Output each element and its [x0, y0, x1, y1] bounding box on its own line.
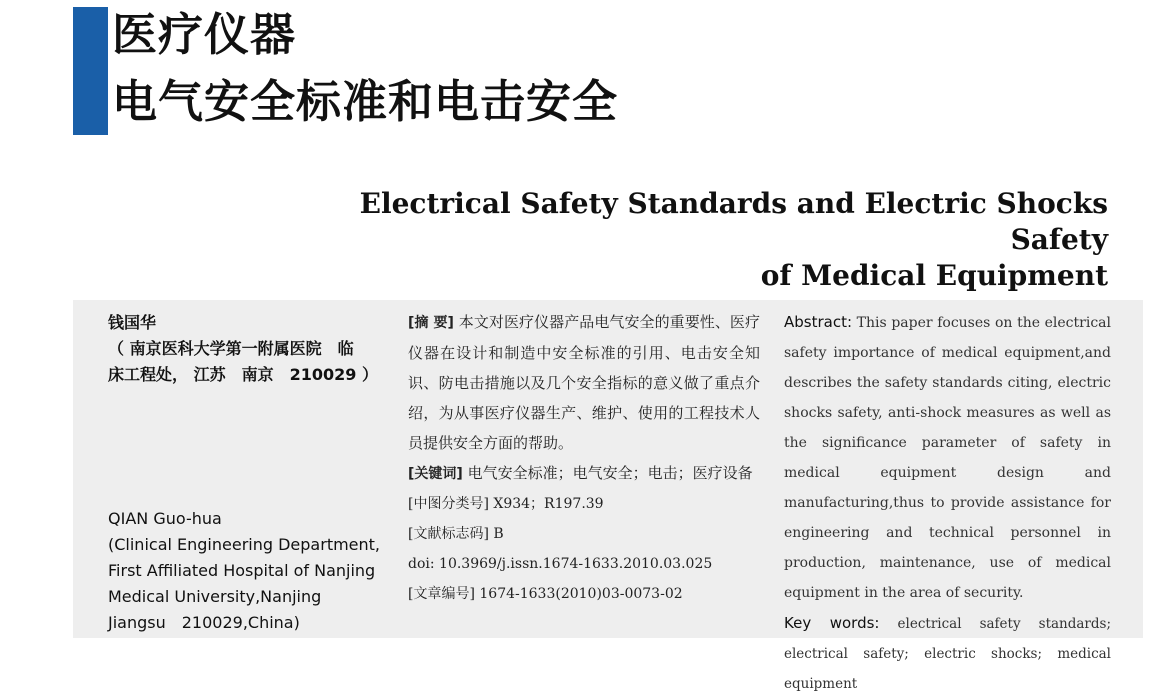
author-affiliation-cn-2: 床工程处， 江苏 南京 210029 ）: [108, 365, 378, 384]
keywords-label-en: Key words:: [784, 614, 880, 632]
chinese-title: [112, 4, 618, 138]
abstract-label-cn: [摘 要]: [408, 315, 454, 331]
chinese-abstract: [408, 307, 760, 458]
document-code: [文献标志码] B: [408, 526, 504, 542]
author-name-en: QIAN Guo-hua: [108, 509, 222, 528]
english-title-line-2: of Medical Equipment: [760, 259, 1108, 292]
abstract-text-cn: 本文对医疗仪器产品电气安全的重要性、医疗仪器在设计和制造中安全标准的引用、电击安全知识、防电击措施以及几个安全指标的意义做了重点介绍，为从事医疗仪器生产、维护、使用的工程技术人员提供安全方面的帮助。: [408, 313, 760, 452]
article-number: [文章编号] 1674-1633(2010)03-0073-02: [408, 586, 683, 602]
chinese-title-line-1: 医疗仪器: [112, 8, 297, 61]
english-abstract-column: [784, 307, 1111, 699]
keywords-text-cn: 电气安全标准；电气安全；电击；医疗设备: [467, 464, 753, 482]
author-affiliation-en-4: Jiangsu 210029,China): [108, 613, 300, 632]
clc-number: [中图分类号] X934；R197.39: [408, 496, 604, 512]
doi: doi: 10.3969/j.issn.1674-1633.2010.03.025: [408, 556, 713, 572]
keywords-label-cn: [关键词]: [408, 466, 463, 482]
author-affiliation-en-2: First Affiliated Hospital of Nanjing: [108, 561, 376, 580]
chinese-title-line-2: 电气安全标准和电击安全: [112, 75, 619, 128]
chinese-keywords: [408, 458, 760, 489]
author-affiliation-cn-1: （ 南京医科大学第一附属医院 临: [108, 339, 354, 358]
author-name-cn: 钱国华: [108, 313, 157, 332]
abstract-text-en: This paper focuses on the electrical safety importance of medical equipment,and describes the safety standards citing, electric shocks safety, anti-shock measures as well as the significance parameter of safety in medical equipment design and manufacturing,thus to provide assistance for engineering and technical personnel in production, maintenance, use of medical equipment in the area of security.: [784, 315, 1111, 601]
english-abstract: [784, 307, 1111, 608]
abstract-label-en: Abstract:: [784, 313, 853, 331]
title-accent-bar: [73, 7, 108, 135]
author-chinese: [108, 310, 398, 388]
author-affiliation-en-3: Medical University,Nanjing: [108, 587, 322, 606]
author-affiliation-en-1: (Clinical Engineering Department,: [108, 535, 381, 554]
keywords-text-en: electrical safety standards; electrical safety; electric shocks; medical equipment: [784, 616, 1111, 692]
author-english: [108, 506, 398, 636]
english-title: [288, 186, 1108, 294]
english-title-line-1: Electrical Safety Standards and Electric Shocks Safety: [359, 187, 1108, 256]
chinese-abstract-column: [408, 307, 760, 609]
english-keywords: [784, 608, 1111, 699]
